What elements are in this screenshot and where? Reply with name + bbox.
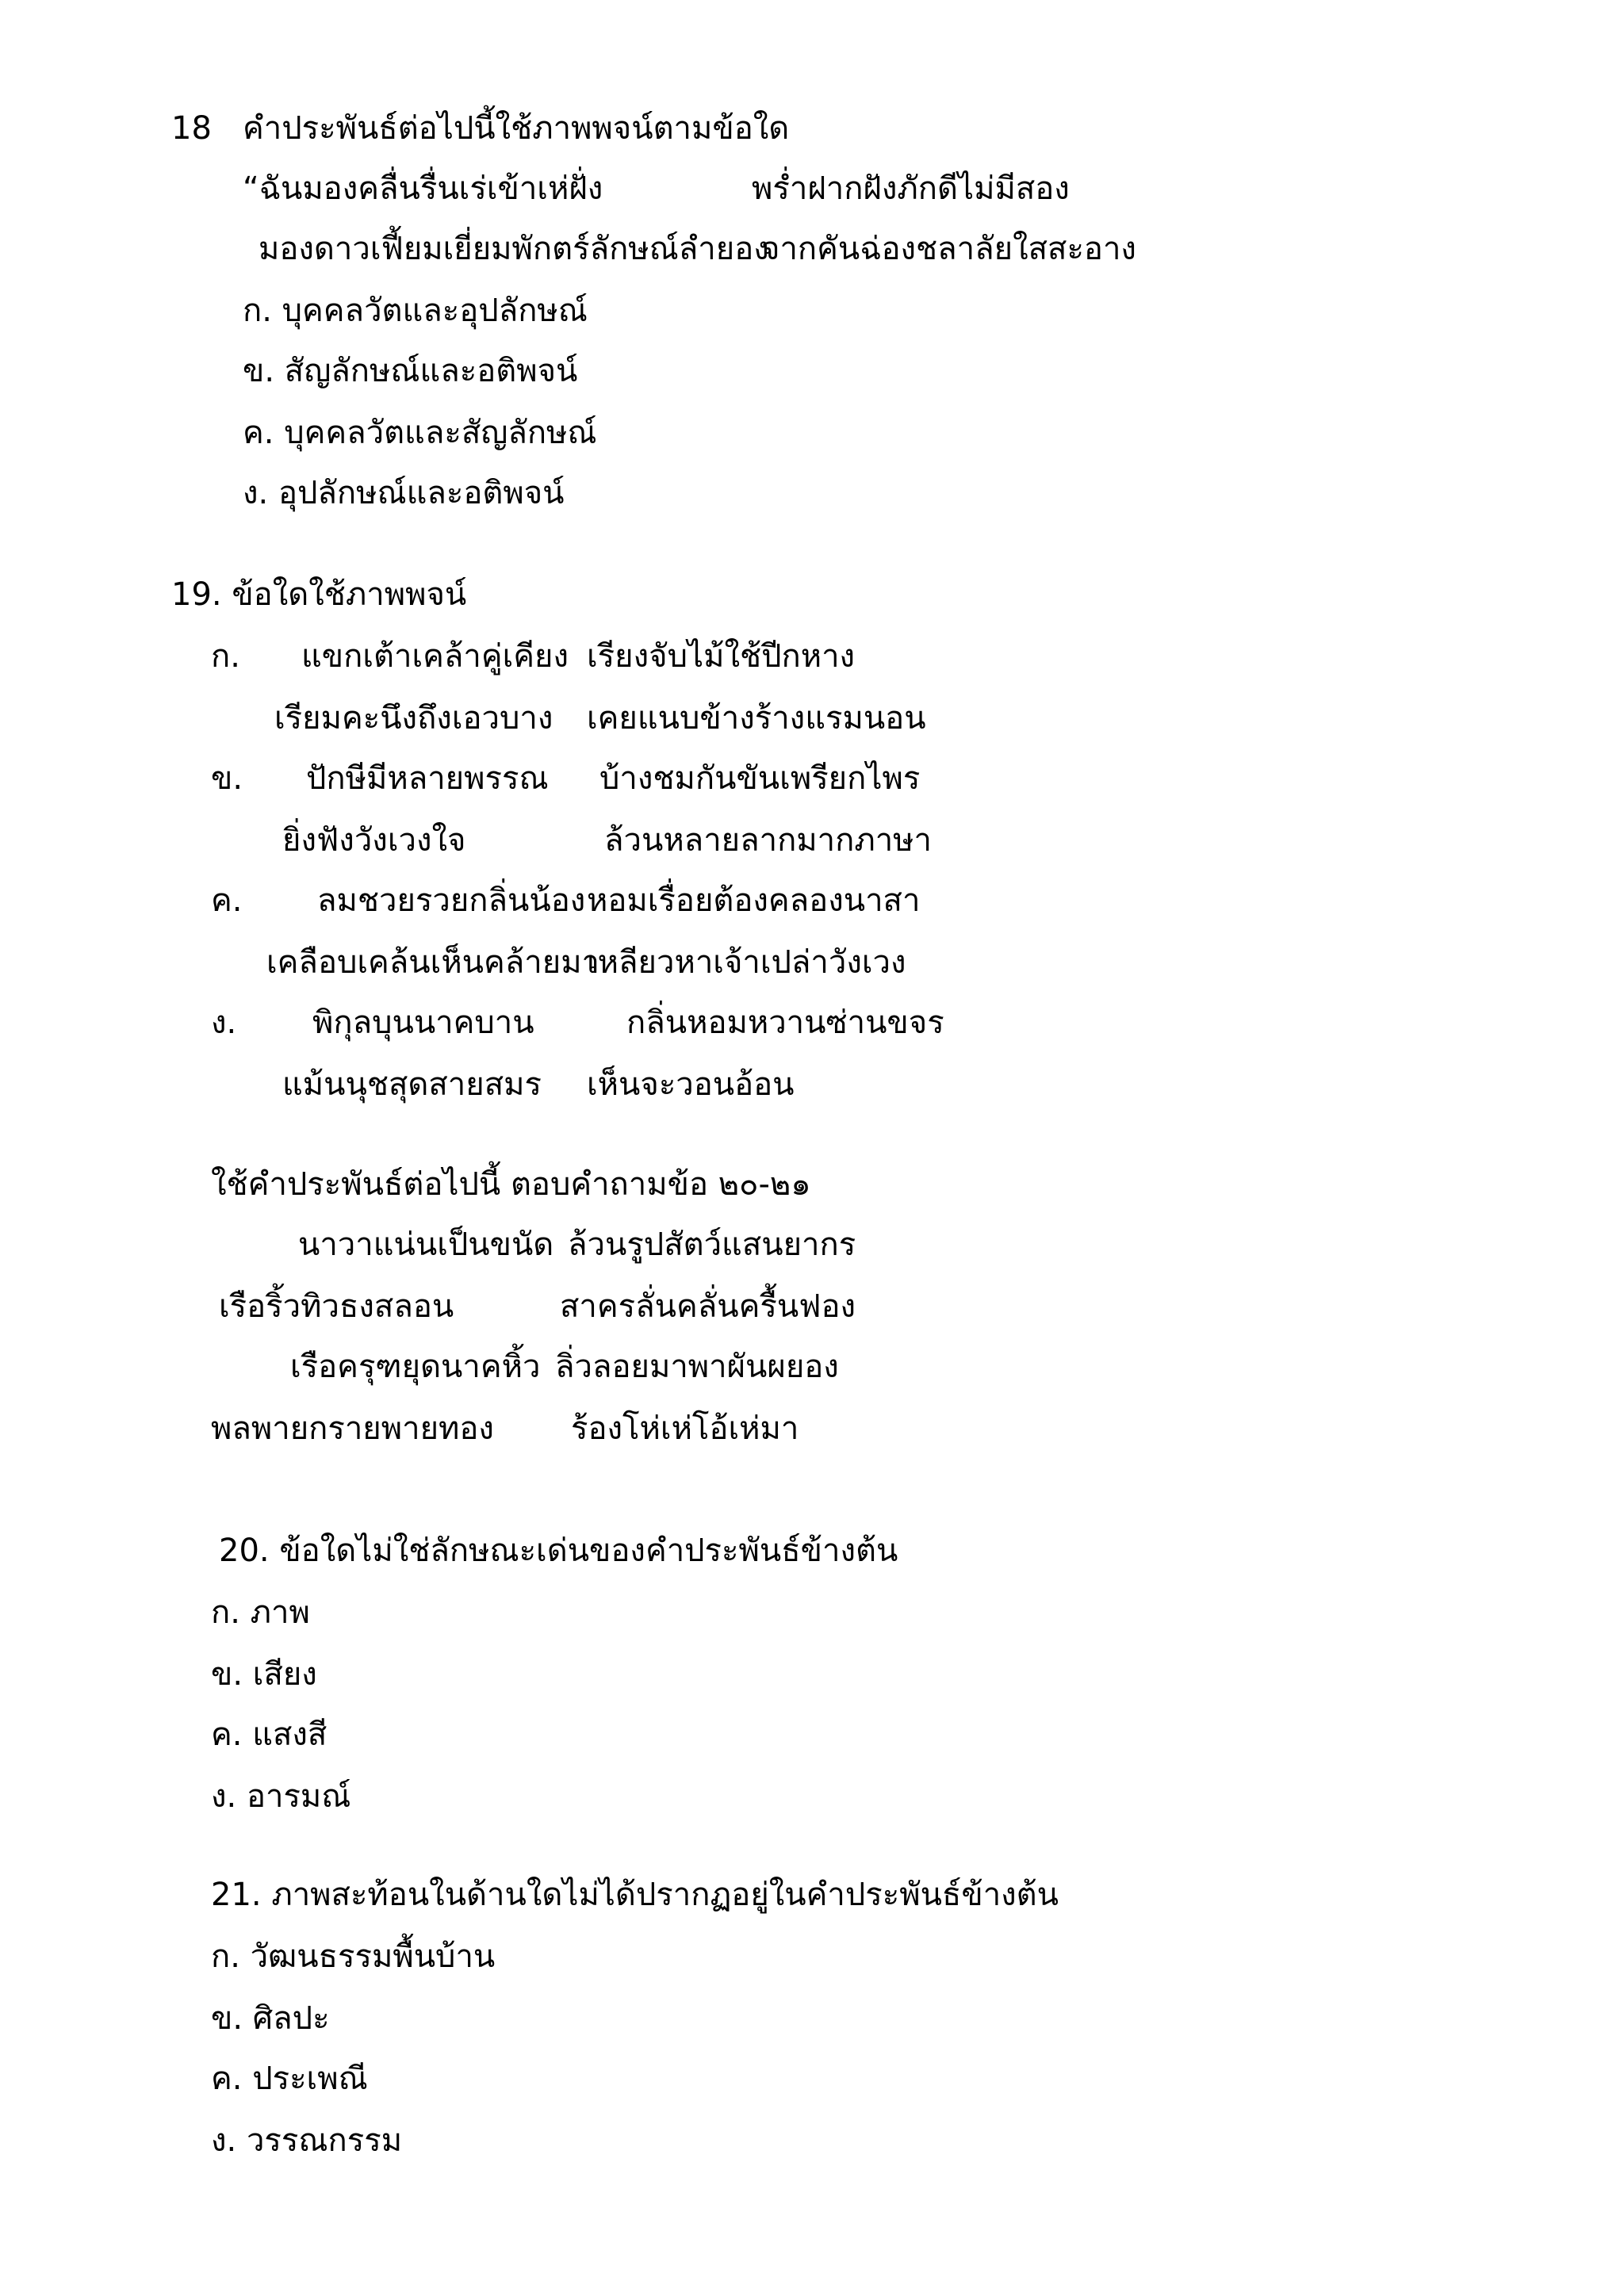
choice-marker: ข. [211,760,243,797]
verse-left: แม้นนุชสุดสายสมร [282,1066,542,1103]
verse-left: เรือริ้วทิวธงสลอน [219,1288,454,1325]
verse-left: ปักษีมีหลายพรรณ [306,760,549,797]
verse-right: เคยแนบข้างร้างแรมนอน [587,700,926,737]
question-stem: 21. ภาพสะท้อนในด้านใดไม่ได้ปรากฏอยู่ในคำประพันธ์ข้างต้น [211,1877,1059,1913]
choice: ง. อุปลักษณ์และอติพจน์ [243,475,565,511]
verse-right: ล้วนหลายลากมากภาษา [604,822,932,859]
choice: ข. เสียง [211,1656,317,1693]
question-stem: คำประพันธ์ต่อไปนี้ใช้ภาพพจน์ตามข้อใด [243,110,790,147]
verse-right: ลิ่วลอยมาพาผันผยอง [555,1349,839,1385]
choice: ข. ศิลปะ [211,2000,330,2037]
choice: ค. บุคคลวัตและสัญลักษณ์ [243,415,597,451]
verse-left: พิกุลบุนนาคบาน [312,1004,534,1041]
choice: ก. บุคคลวัตและอุปลักษณ์ [243,293,588,329]
choice: ง. วรรณกรรม [211,2122,403,2159]
choice-marker: ก. [211,638,240,675]
verse-left: เคลือบเคล้นเห็นคล้ายมา [266,944,600,981]
question-number: 18 [171,110,212,147]
verse-left: ยิ่งฟังวังเวงใจ [282,822,466,859]
poem-line-left: มองดาวเฟี้ยมเยี่ยมพักตร์ลักษณ์ลำยอง [259,231,769,267]
poem-line-right: พร่ำฝากฝังภักดีไม่มีสอง [752,170,1070,207]
question-stem: 19. ข้อใดใช้ภาพพจน์ [171,576,467,613]
verse-right: ร้องโห่เห่โอ้เห่มา [571,1410,799,1447]
choice: ก. วัฒนธรรมพื้นบ้าน [211,1938,496,1975]
choice-marker: ง. [211,1004,237,1041]
verse-right: บ้างชมกันขันเพรียกไพร [599,760,921,797]
verse-right: กลิ่นหอมหวานซ่านขจร [626,1004,944,1041]
passage-intro: ใช้คำประพันธ์ต่อไปนี้ ตอบคำถามข้อ ๒๐-๒๑ [211,1166,811,1203]
verse-left: เรียมคะนึงถึงเอวบาง [274,700,553,737]
verse-left: เรือครุฑยุดนาคหิ้ว [290,1349,541,1385]
verse-left: แขกเต้าเคล้าคู่เคียง [301,638,569,675]
poem-line-right: จากคันฉ่องชลาลัยใสสะอาง [761,231,1136,267]
question-stem: 20. ข้อใดไม่ใช่ลักษณะเด่นของคำประพันธ์ข้างต้น [219,1533,898,1569]
verse-right: หอมเรื่อยต้องคลองนาสา [587,882,921,919]
verse-left: นาวาแน่นเป็นขนัด [298,1226,554,1263]
verse-left: พลพายกรายพายทอง [211,1410,494,1447]
choice: ก. ภาพ [211,1594,310,1631]
poem-line-left: “ฉันมองคลื่นรื่นเร่เข้าเห่ฝั่ง [243,170,603,207]
verse-right: ล้วนรูปสัตว์แสนยากร [568,1226,856,1263]
choice-marker: ค. [211,882,243,919]
choice: ค. ประเพณี [211,2061,368,2097]
verse-right: เห็นจะวอนอ้อน [587,1066,795,1103]
verse-right: เหลียวหาเจ้าเปล่าวังเวง [587,944,906,981]
verse-left: ลมชวยรวยกลิ่นน้อง [317,882,586,919]
choice: ค. แสงสี [211,1716,327,1753]
choice: ข. สัญลักษณ์และอติพจน์ [243,353,578,389]
verse-right: เรียงจับไม้ใช้ปีกหาง [587,638,856,675]
verse-right: สาครลั่นคลั่นครื้นฟอง [560,1288,856,1325]
choice: ง. อารมณ์ [211,1778,351,1815]
